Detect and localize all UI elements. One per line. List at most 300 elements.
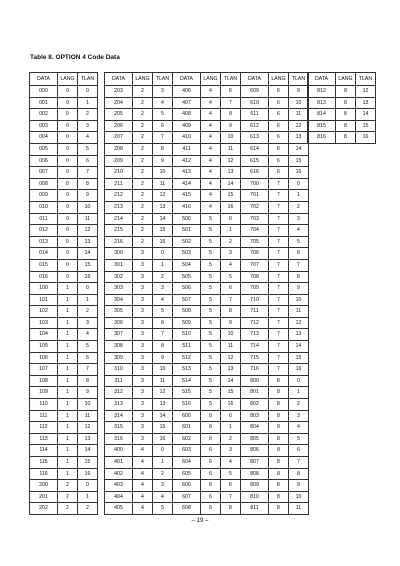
table-cell: 6 xyxy=(269,120,289,132)
table-row xyxy=(173,178,241,190)
table-cell: 0 xyxy=(58,201,78,213)
table-cell: 4 xyxy=(133,503,153,515)
table-cell: 8 xyxy=(269,387,289,399)
table-cell: 6 xyxy=(269,109,289,121)
table-cell: 5 xyxy=(221,468,241,480)
table-cell: 12 xyxy=(221,155,241,167)
table-cell: 805 xyxy=(241,433,269,445)
table-row xyxy=(30,468,98,480)
table-row xyxy=(241,433,309,445)
table-cell: 102 xyxy=(30,306,58,318)
table-cell: 004 xyxy=(30,132,58,144)
table-cell: 611 xyxy=(241,109,269,121)
table-row xyxy=(241,422,309,434)
table-row xyxy=(105,410,173,422)
table-row xyxy=(30,190,98,202)
table-row xyxy=(173,132,241,144)
table-cell: 002 xyxy=(30,109,58,121)
table-row xyxy=(173,97,241,109)
table-row xyxy=(30,132,98,144)
table-cell: 212 xyxy=(105,190,133,202)
table-cell: 6 xyxy=(289,248,309,260)
table-row xyxy=(308,86,376,98)
table-cell: 2 xyxy=(221,236,241,248)
table-cell: 5 xyxy=(201,283,221,295)
table-cell: 011 xyxy=(30,213,58,225)
table-cell: 0 xyxy=(58,178,78,190)
table-cell: 6 xyxy=(269,132,289,144)
table-cell: 1 xyxy=(58,294,78,306)
table-row xyxy=(105,143,173,155)
table-cell: 3 xyxy=(133,248,153,260)
table-cell: 014 xyxy=(30,248,58,260)
table-cell: 109 xyxy=(30,387,58,399)
table-cell: 4 xyxy=(201,201,221,213)
table-row xyxy=(241,225,309,237)
table-cell: 814 xyxy=(308,109,336,121)
table-cell: 2 xyxy=(133,97,153,109)
table-row xyxy=(173,341,241,353)
table-cell: 302 xyxy=(105,271,133,283)
table-cell: 5 xyxy=(201,248,221,260)
table-cell: 111 xyxy=(30,410,58,422)
table-cell: 8 xyxy=(269,503,289,515)
table-cell: 409 xyxy=(173,120,201,132)
table-row xyxy=(30,225,98,237)
table-cell: 601 xyxy=(173,422,201,434)
table-cell: 11 xyxy=(221,341,241,353)
table-row xyxy=(105,271,173,283)
table-cell: 14 xyxy=(356,109,376,121)
table-row xyxy=(30,167,98,179)
table-cell: 514 xyxy=(173,375,201,387)
code-table-1 xyxy=(29,72,98,515)
table-row xyxy=(105,294,173,306)
table-cell: 10 xyxy=(78,201,98,213)
table-cell: 2 xyxy=(133,109,153,121)
table-cell: 602 xyxy=(173,433,201,445)
table-cell: 15 xyxy=(153,422,173,434)
table-row xyxy=(308,132,376,144)
table-row xyxy=(241,410,309,422)
table-cell: 1 xyxy=(58,306,78,318)
table-cell: 0 xyxy=(221,213,241,225)
table-row xyxy=(173,410,241,422)
table-row xyxy=(105,306,173,318)
code-table-3 xyxy=(172,72,241,515)
table-cell: 307 xyxy=(105,329,133,341)
table-cell: 3 xyxy=(221,445,241,457)
table-cell: 15 xyxy=(153,225,173,237)
table-cell: 506 xyxy=(173,283,201,295)
table-cell: 4 xyxy=(133,445,153,457)
table-cell: 402 xyxy=(105,468,133,480)
table-cell: 12 xyxy=(153,190,173,202)
table-cell: 7 xyxy=(269,259,289,271)
table-cell: 10 xyxy=(289,294,309,306)
table-cell: 0 xyxy=(58,236,78,248)
table-cell: 1 xyxy=(58,410,78,422)
table-cell: 216 xyxy=(105,236,133,248)
table-cell: 712 xyxy=(241,317,269,329)
table-row xyxy=(30,294,98,306)
table-row xyxy=(30,503,98,515)
table-row xyxy=(105,399,173,411)
table-cell: 7 xyxy=(269,213,289,225)
table-cell: 500 xyxy=(173,213,201,225)
table-cell: 4 xyxy=(133,491,153,503)
table-row xyxy=(308,109,376,121)
column-header: LANG xyxy=(336,73,356,86)
table-row xyxy=(241,364,309,376)
table-cell: 0 xyxy=(221,410,241,422)
table-row xyxy=(30,445,98,457)
table-cell: 810 xyxy=(241,491,269,503)
table-row xyxy=(241,306,309,318)
table-cell: 0 xyxy=(58,120,78,132)
table-cell: 110 xyxy=(30,399,58,411)
table-cell: 1 xyxy=(78,294,98,306)
table-cell: 14 xyxy=(221,178,241,190)
column-header: DATA xyxy=(30,73,58,86)
table-cell: 7 xyxy=(269,190,289,202)
table-cell: 210 xyxy=(105,167,133,179)
table-row xyxy=(173,236,241,248)
table-cell: 803 xyxy=(241,410,269,422)
table-cell: 5 xyxy=(201,317,221,329)
table-cell: 413 xyxy=(173,167,201,179)
table-cell: 0 xyxy=(58,86,78,98)
table-cell: 706 xyxy=(241,248,269,260)
table-cell: 2 xyxy=(133,201,153,213)
table-cell: 710 xyxy=(241,294,269,306)
table-cell: 8 xyxy=(221,503,241,515)
table-cell: 2 xyxy=(133,155,153,167)
table-cell: 702 xyxy=(241,201,269,213)
table-row xyxy=(30,352,98,364)
table-row xyxy=(30,143,98,155)
table-row xyxy=(30,236,98,248)
table-cell: 5 xyxy=(201,213,221,225)
table-cell: 1 xyxy=(78,97,98,109)
table-cell: 512 xyxy=(173,352,201,364)
table-cell: 804 xyxy=(241,422,269,434)
table-cell: 802 xyxy=(241,399,269,411)
table-row xyxy=(30,387,98,399)
table-cell: 2 xyxy=(133,178,153,190)
table-cell: 4 xyxy=(78,132,98,144)
table-row xyxy=(105,132,173,144)
table-cell: 4 xyxy=(153,294,173,306)
table-cell: 3 xyxy=(153,283,173,295)
table-cell: 10 xyxy=(153,364,173,376)
table-cell: 4 xyxy=(201,190,221,202)
table-cell: 711 xyxy=(241,306,269,318)
table-cell: 208 xyxy=(105,143,133,155)
table-cell: 705 xyxy=(241,236,269,248)
table-cell: 807 xyxy=(241,457,269,469)
header-row xyxy=(241,73,309,86)
table-row xyxy=(105,155,173,167)
table-cell: 801 xyxy=(241,387,269,399)
table-row xyxy=(173,190,241,202)
table-cell: 11 xyxy=(289,503,309,515)
table-cell: 7 xyxy=(269,352,289,364)
table-row xyxy=(173,294,241,306)
table-row xyxy=(241,132,309,144)
table-cell: 16 xyxy=(221,201,241,213)
table-row xyxy=(30,399,98,411)
table-cell: 4 xyxy=(289,422,309,434)
table-row xyxy=(241,352,309,364)
table-cell: 7 xyxy=(269,225,289,237)
table-row xyxy=(105,341,173,353)
table-cell: 8 xyxy=(336,132,356,144)
table-cell: 001 xyxy=(30,97,58,109)
table-cell: 8 xyxy=(269,457,289,469)
table-cell: 800 xyxy=(241,375,269,387)
table-row xyxy=(241,120,309,132)
table-row xyxy=(173,86,241,98)
table-cell: 11 xyxy=(289,109,309,121)
table-row xyxy=(173,445,241,457)
header-row xyxy=(173,73,241,86)
table-cell: 112 xyxy=(30,422,58,434)
table-row xyxy=(105,109,173,121)
table-cell: 103 xyxy=(30,317,58,329)
table-cell: 0 xyxy=(58,132,78,144)
table-row xyxy=(241,375,309,387)
table-cell: 0 xyxy=(58,248,78,260)
table-cell: 503 xyxy=(173,248,201,260)
table-cell: 5 xyxy=(201,352,221,364)
table-cell: 015 xyxy=(30,259,58,271)
column-header: DATA xyxy=(105,73,133,86)
table-cell: 9 xyxy=(221,120,241,132)
table-cell: 306 xyxy=(105,317,133,329)
table-cell: 8 xyxy=(269,491,289,503)
table-cell: 7 xyxy=(221,491,241,503)
table-row xyxy=(173,283,241,295)
table-cell: 507 xyxy=(173,294,201,306)
table-cell: 12 xyxy=(78,422,98,434)
table-cell: 0 xyxy=(78,86,98,98)
header-row xyxy=(105,73,173,86)
column-header: TLAN xyxy=(78,73,98,86)
table-cell: 8 xyxy=(336,120,356,132)
table-cell: 6 xyxy=(221,283,241,295)
table-cell: 513 xyxy=(173,364,201,376)
table-cell: 13 xyxy=(78,433,98,445)
table-cell: 2 xyxy=(133,190,153,202)
table-cell: 613 xyxy=(241,132,269,144)
column-header: DATA xyxy=(173,73,201,86)
table-cell: 1 xyxy=(289,190,309,202)
table-cell: 13 xyxy=(78,236,98,248)
table-cell: 4 xyxy=(201,120,221,132)
table-row xyxy=(241,178,309,190)
table-row xyxy=(30,375,98,387)
table-row xyxy=(30,120,98,132)
table-cell: 8 xyxy=(221,306,241,318)
table-row xyxy=(241,86,309,98)
table-cell: 615 xyxy=(241,155,269,167)
table-cell: 13 xyxy=(289,132,309,144)
table-cell: 8 xyxy=(269,410,289,422)
table-row xyxy=(241,97,309,109)
table-cell: 5 xyxy=(201,271,221,283)
table-cell: 303 xyxy=(105,283,133,295)
table-cell: 0 xyxy=(58,271,78,283)
table-cell: 707 xyxy=(241,259,269,271)
table-row xyxy=(105,422,173,434)
table-row xyxy=(173,457,241,469)
table-cell: 15 xyxy=(78,457,98,469)
table-cell: 1 xyxy=(58,329,78,341)
table-row xyxy=(30,306,98,318)
table-cell: 609 xyxy=(241,86,269,98)
table-cell: 7 xyxy=(269,329,289,341)
table-cell: 113 xyxy=(30,433,58,445)
table-cell: 6 xyxy=(78,155,98,167)
table-cell: 15 xyxy=(289,155,309,167)
table-cell: 4 xyxy=(133,468,153,480)
table-cell: 1 xyxy=(221,225,241,237)
table-cell: 207 xyxy=(105,132,133,144)
table-cell: 3 xyxy=(133,433,153,445)
table-row xyxy=(308,120,376,132)
table-cell: 006 xyxy=(30,155,58,167)
table-row xyxy=(105,468,173,480)
table-row xyxy=(105,387,173,399)
table-row xyxy=(173,259,241,271)
table-cell: 2 xyxy=(133,86,153,98)
table-cell: 13 xyxy=(221,167,241,179)
table-row xyxy=(105,190,173,202)
table-cell: 0 xyxy=(289,178,309,190)
table-cell: 4 xyxy=(201,167,221,179)
table-cell: 7 xyxy=(269,364,289,376)
table-cell: 104 xyxy=(30,329,58,341)
table-row xyxy=(173,317,241,329)
table-cell: 3 xyxy=(133,259,153,271)
table-row xyxy=(241,503,309,515)
table-cell: 0 xyxy=(153,445,173,457)
column-header: TLAN xyxy=(153,73,173,86)
table-cell: 8 xyxy=(269,468,289,480)
table-cell: 709 xyxy=(241,283,269,295)
table-row xyxy=(30,86,98,98)
table-cell: 16 xyxy=(78,271,98,283)
table-cell: 8 xyxy=(153,143,173,155)
table-cell: 8 xyxy=(336,86,356,98)
table-cell: 708 xyxy=(241,271,269,283)
table-row xyxy=(30,155,98,167)
table-cell: 6 xyxy=(201,445,221,457)
table-cell: 1 xyxy=(78,491,98,503)
table-cell: 115 xyxy=(30,457,58,469)
table-cell: 404 xyxy=(105,491,133,503)
table-cell: 4 xyxy=(221,457,241,469)
table-cell: 6 xyxy=(78,352,98,364)
table-cell: 5 xyxy=(289,236,309,248)
table-cell: 7 xyxy=(269,236,289,248)
table-cell: 215 xyxy=(105,225,133,237)
table-cell: 5 xyxy=(201,341,221,353)
table-cell: 13 xyxy=(153,399,173,411)
table-cell: 11 xyxy=(78,213,98,225)
table-cell: 700 xyxy=(241,178,269,190)
table-row xyxy=(173,480,241,492)
table-cell: 2 xyxy=(78,306,98,318)
table-cell: 412 xyxy=(173,155,201,167)
table-cell: 8 xyxy=(269,433,289,445)
table-cell: 3 xyxy=(78,317,98,329)
table-cell: 16 xyxy=(78,468,98,480)
table-cell: 14 xyxy=(289,341,309,353)
table-cell: 2 xyxy=(289,201,309,213)
table-cell: 508 xyxy=(173,306,201,318)
table-cell: 0 xyxy=(78,283,98,295)
table-cell: 607 xyxy=(173,491,201,503)
table-row xyxy=(241,317,309,329)
table-row xyxy=(30,329,98,341)
table-cell: 604 xyxy=(173,457,201,469)
table-cell: 206 xyxy=(105,120,133,132)
table-cell: 812 xyxy=(308,86,336,98)
table-row xyxy=(241,143,309,155)
table-cell: 505 xyxy=(173,271,201,283)
table-cell: 16 xyxy=(289,364,309,376)
table-row xyxy=(30,410,98,422)
table-cell: 0 xyxy=(58,143,78,155)
table-cell: 401 xyxy=(105,457,133,469)
table-cell: 6 xyxy=(269,155,289,167)
table-cell: 3 xyxy=(133,399,153,411)
table-cell: 16 xyxy=(153,433,173,445)
table-cell: 0 xyxy=(58,225,78,237)
table-cell: 3 xyxy=(133,341,153,353)
table-row xyxy=(105,225,173,237)
table-cell: 209 xyxy=(105,155,133,167)
table-cell: 4 xyxy=(201,97,221,109)
table-row xyxy=(173,201,241,213)
table-row xyxy=(241,387,309,399)
table-cell: 5 xyxy=(153,306,173,318)
table-cell: 11 xyxy=(221,143,241,155)
table-row xyxy=(173,271,241,283)
table-cell: 0 xyxy=(78,480,98,492)
table-cell: 1 xyxy=(58,457,78,469)
table-cell: 808 xyxy=(241,468,269,480)
table-cell: 5 xyxy=(201,259,221,271)
table-cell: 7 xyxy=(221,294,241,306)
table-cell: 313 xyxy=(105,399,133,411)
table-cell: 12 xyxy=(221,352,241,364)
table-row xyxy=(173,155,241,167)
table-cell: 405 xyxy=(105,503,133,515)
table-cell: 14 xyxy=(78,445,98,457)
table-cell: 7 xyxy=(269,178,289,190)
table-cell: 15 xyxy=(221,387,241,399)
table-cell: 7 xyxy=(153,329,173,341)
column-header: LANG xyxy=(269,73,289,86)
table-row xyxy=(241,109,309,121)
table-row xyxy=(173,422,241,434)
table-cell: 2 xyxy=(289,399,309,411)
table-cell: 400 xyxy=(105,445,133,457)
table-row xyxy=(173,329,241,341)
